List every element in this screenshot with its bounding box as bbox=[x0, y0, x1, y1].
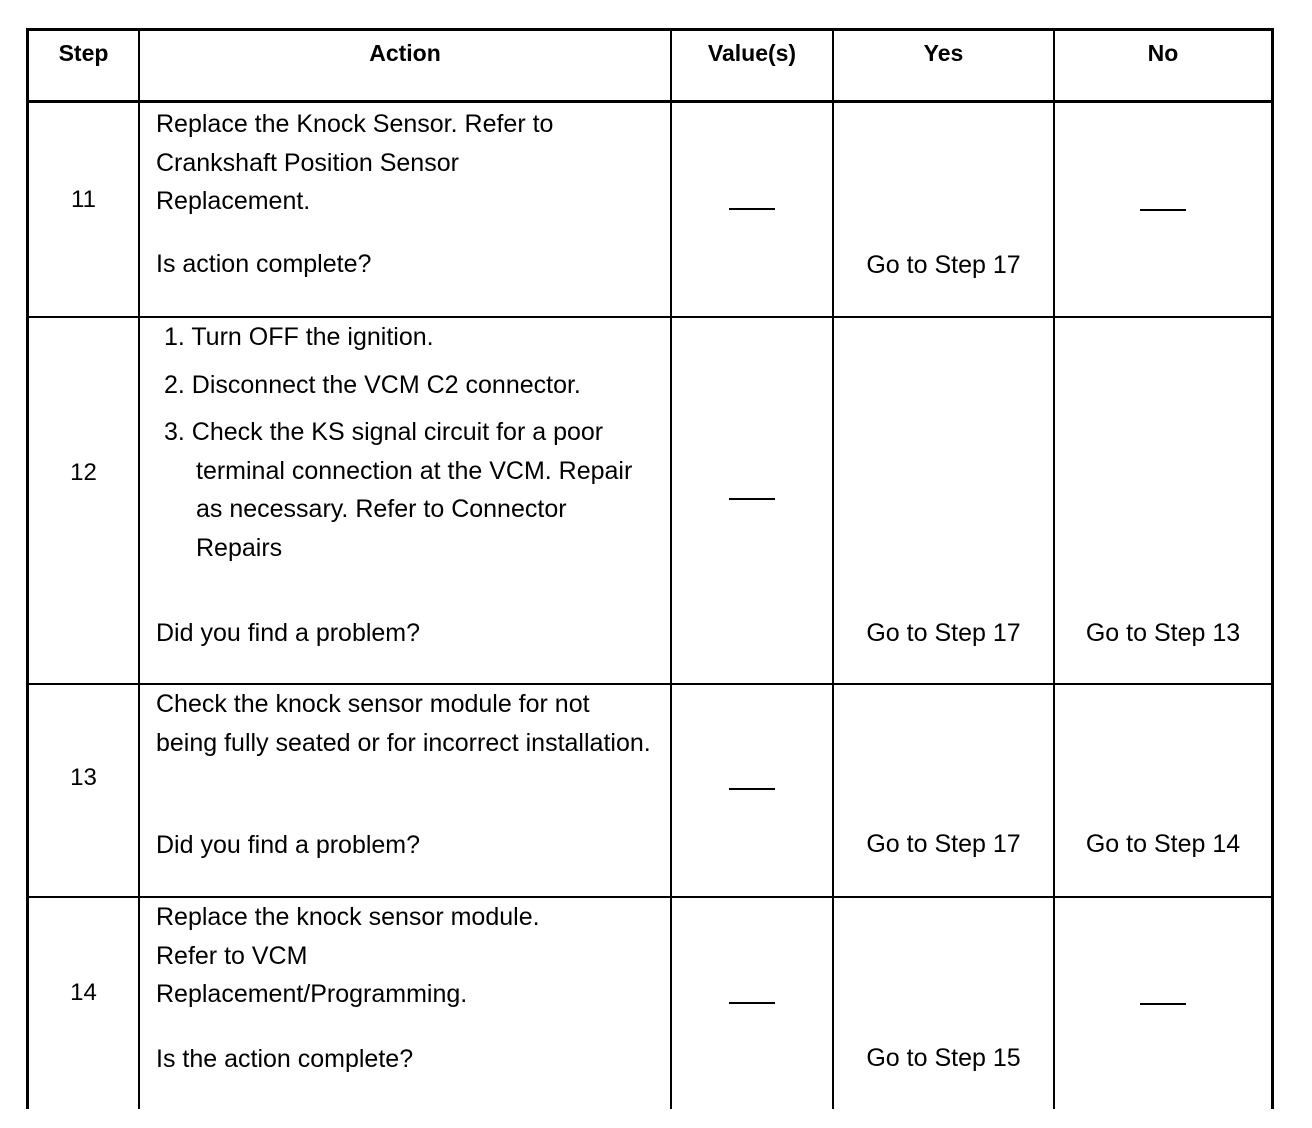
yes-outcome: Go to Step 17 bbox=[866, 251, 1021, 279]
yes-cell bbox=[834, 898, 1053, 1109]
header-yes: Yes bbox=[923, 40, 964, 66]
action-cell bbox=[140, 898, 670, 1109]
empty-no-dash bbox=[1140, 1003, 1186, 1005]
action-steps-list bbox=[156, 318, 670, 567]
action-question: Is action complete? bbox=[156, 250, 372, 278]
action-cell bbox=[140, 318, 670, 683]
action-step: 3. Check the KS signal circuit for a poor terminal connection at the VCM. Repair as necessary. Refer to Connector Repairs bbox=[164, 418, 633, 562]
action-step: 2. Disconnect the VCM C2 connector. bbox=[164, 370, 581, 399]
action-step: 1. Turn OFF the ignition. bbox=[164, 323, 434, 351]
yes-outcome: Go to Step 17 bbox=[866, 619, 1021, 647]
action-question: Did you find a problem? bbox=[156, 831, 421, 859]
values-cell bbox=[672, 898, 832, 1109]
no-cell bbox=[1055, 685, 1271, 896]
step-number: 14 bbox=[70, 978, 97, 1006]
values-cell bbox=[672, 103, 832, 316]
table-border-right bbox=[1271, 28, 1274, 1109]
empty-value-dash bbox=[729, 1002, 775, 1004]
empty-value-dash bbox=[729, 788, 775, 790]
action-text: Check the knock sensor module for not being fully seated or for incorrect installation. bbox=[156, 690, 651, 757]
no-outcome: Go to Step 13 bbox=[1085, 619, 1241, 647]
yes-outcome: Go to Step 17 bbox=[866, 830, 1021, 858]
yes-cell bbox=[834, 103, 1053, 316]
step-number: 13 bbox=[70, 764, 97, 791]
header-values: Value(s) bbox=[707, 40, 797, 66]
action-text: Replace the Knock Sensor. Refer to Crankshaft Position Sensor Replacement. bbox=[156, 110, 554, 215]
empty-no-dash bbox=[1140, 209, 1186, 211]
step-number: 11 bbox=[71, 185, 96, 213]
action-cell bbox=[140, 685, 670, 896]
yes-outcome: Go to Step 15 bbox=[866, 1044, 1021, 1072]
action-question: Is the action complete? bbox=[156, 1045, 414, 1073]
empty-value-dash bbox=[729, 208, 775, 210]
yes-cell bbox=[834, 685, 1053, 896]
diagnostic-table bbox=[26, 28, 1274, 1109]
no-outcome: Go to Step 14 bbox=[1085, 830, 1241, 858]
action-text: Replace the knock sensor module. Refer to VCM Replacement/Programming. bbox=[156, 903, 540, 1008]
action-question: Did you find a problem? bbox=[156, 619, 421, 647]
action-cell bbox=[140, 103, 670, 316]
values-cell bbox=[672, 685, 832, 896]
no-cell bbox=[1055, 103, 1271, 316]
header-step: Step bbox=[58, 40, 109, 66]
header-action: Action bbox=[369, 40, 441, 66]
header-no: No bbox=[1147, 40, 1179, 66]
no-cell bbox=[1055, 318, 1271, 683]
yes-cell bbox=[834, 318, 1053, 683]
values-cell bbox=[672, 318, 832, 683]
step-number: 12 bbox=[70, 459, 97, 486]
no-cell bbox=[1055, 898, 1271, 1109]
empty-value-dash bbox=[729, 498, 775, 500]
